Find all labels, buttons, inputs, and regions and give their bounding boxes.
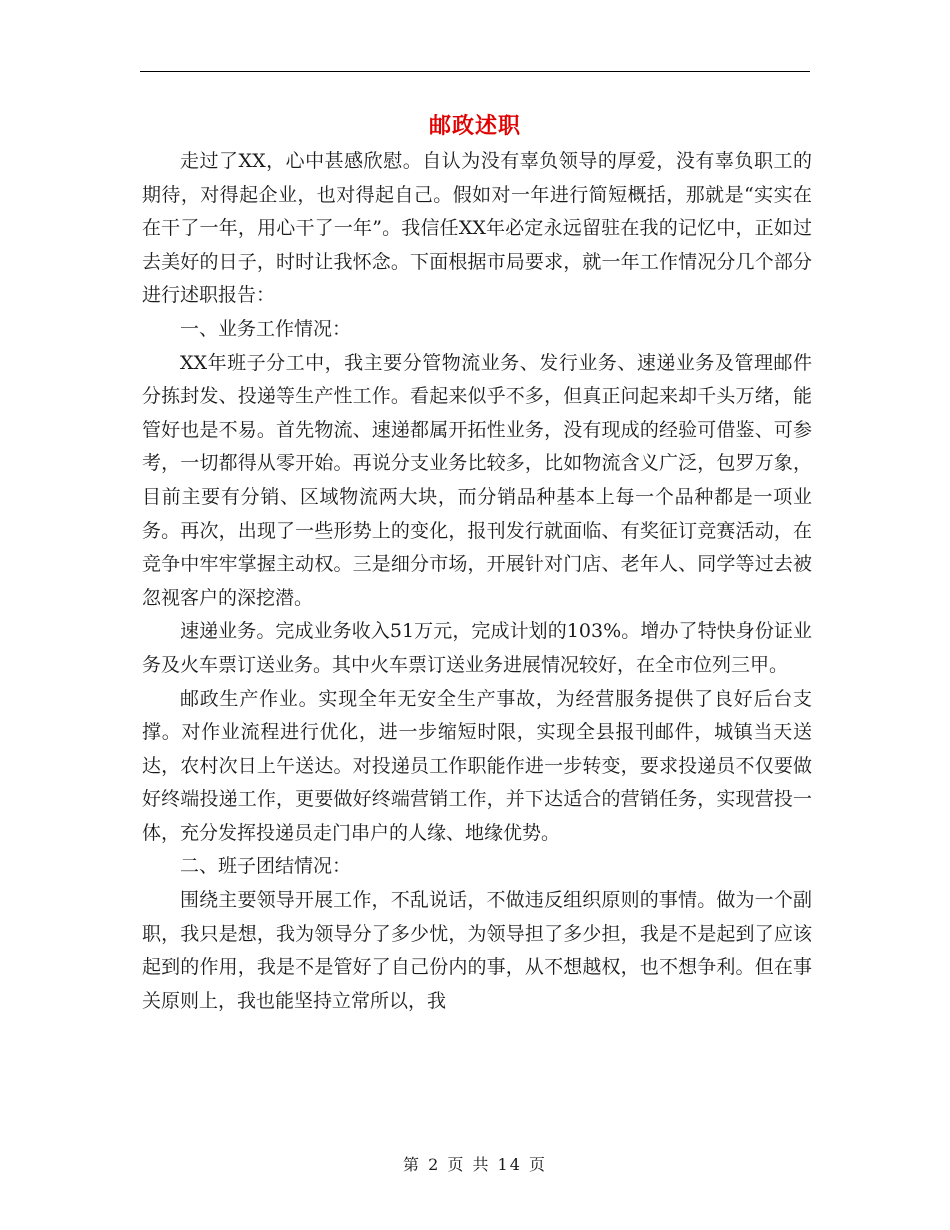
- paragraph-intro: 走过了XX，心中甚感欣慰。自认为没有辜负领导的厚爱，没有辜负职工的期待，对得起企业，也对得起自己。假如对一年进行简短概括，那就是“实实在在干了一年，用心干了一年”。我信任XX年必定永远留驻在我的记忆中，正如过去美好的日子，时时让我怀念。下面根据市局要求，就一年工作情况分几个部分进行述职报告：: [142, 150, 812, 307]
- paragraph-team: 围绕主要领导开展工作，不乱说话，不做违反组织原则的事情。做为一个副职，我只是想，我为领导分了多少忧，为领导担了多少担，我是不是起到了应该起到的作用，我是不是管好了自己份内的事，从不想越权，也不想争利。但在事关原则上，我也能坚持立常所以，我: [142, 889, 812, 1012]
- section-heading-business: 一、业务工作情况：: [180, 317, 352, 340]
- paragraph-business-duties: XX年班子分工中，我主要分管物流业务、发行业务、速递业务及管理邮件分拣封发、投递等生产性工作。看起来似乎不多，但真正问起来却千头万绪，能管好也是不易。首先物流、速递都属开拓性业务，没有现成的经验可借鉴、可参考，一切都得从零开始。再说分支业务比较多，比如物流含义广泛，包罗万象，目前主要有分销、区域物流两大块，而分销品种基本上每一个品种都是一项业务。再次，出现了一些形势上的变化，报刊发行就面临、有奖征订竞赛活动，在竞争中牢牢掌握主动权。三是细分市场，开展针对门店、老年人、同学等过去被忽视客户的深挖潜。: [142, 351, 812, 609]
- header-rule: [140, 71, 810, 72]
- section-heading-team: 二、班子团结情况：: [180, 855, 352, 878]
- document-title: 邮政述职: [428, 113, 521, 139]
- document-body: [142, 145, 812, 1018]
- paragraph-express: 速递业务。完成业务收入51万元，完成计划的103%。增办了特快身份证业务及火车票订送业务。其中火车票订送业务进展情况较好，在全市位列三甲。: [142, 620, 812, 676]
- paragraph-production: 邮政生产作业。实现全年无安全生产事故，为经营服务提供了良好后台支撑。对作业流程进行优化，进一步缩短时限，实现全县报刊邮件，城镇当天送达，农村次日上午送达。对投递员工作职能作进一步转变，要求投递员不仅要做好终端投递工作，更要做好终端营销工作，并下达适合的营销任务，实现营投一体，充分发挥投递员走门串户的人缘、地缘优势。: [142, 687, 812, 844]
- page-footer: 第 2 页 共 14 页: [403, 1155, 547, 1174]
